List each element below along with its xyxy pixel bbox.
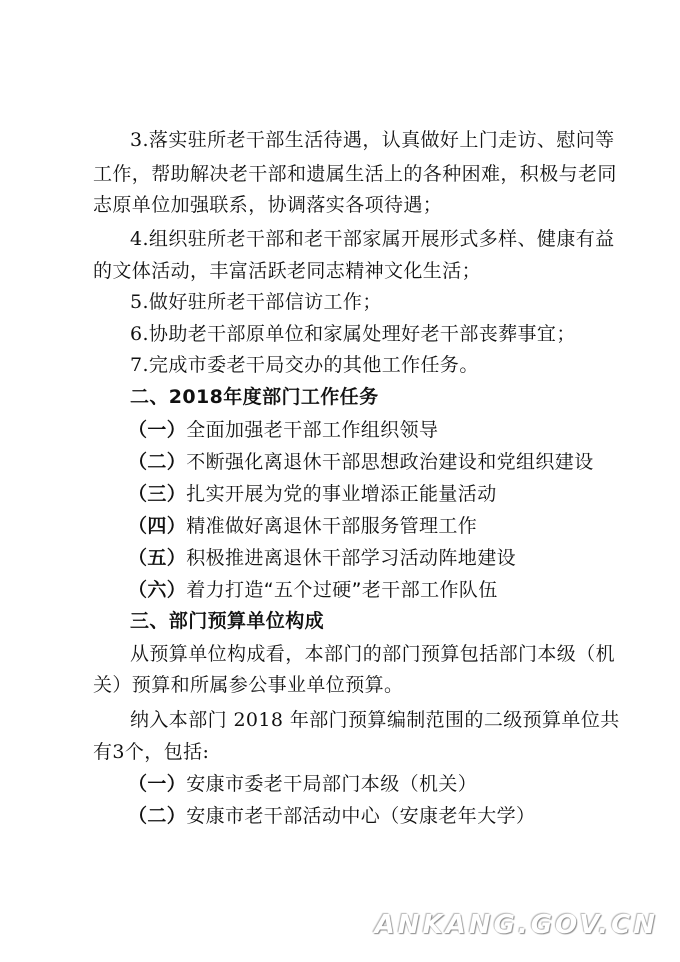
section-heading: 二、2018年度部门工作任务 [130,386,379,408]
paragraph-line: 有3个，包括: [93,741,210,763]
unit-item: （二）安康市老干部活动中心（安康老年大学） [128,805,536,827]
task-item: （五）积极推进离退休干部学习活动阵地建设 [128,547,517,569]
paragraph-line: 7.完成市委老干局交办的其他工作任务。 [130,354,479,376]
paragraph-line: 4.组织驻所老干部和老干部家属开展形式多样、健康有益 [130,228,615,250]
task-item: （三）扎实开展为党的事业增添正能量活动 [128,483,497,505]
site-watermark: ANKANG.GOV.CN [374,910,658,940]
paragraph-line: 从预算单位构成看，本部门的部门预算包括部门本级（机 [130,643,616,665]
paragraph-line: 工作，帮助解决老干部和遗属生活上的各种困难，积极与老同 [93,163,617,185]
task-item: （六）着力打造“五个过硬”老干部工作队伍 [128,579,498,601]
paragraph-line: 志原单位加强联系，协调落实各项待遇； [93,194,443,216]
paragraph-line: 5.做好驻所老干部信访工作； [130,291,382,313]
unit-item: （一）安康市委老干局部门本级（机关） [128,773,478,795]
paragraph-line: 的文体活动，丰富活跃老同志精神文化生活； [93,260,482,282]
paragraph-line: 关）预算和所属参公事业单位预算。 [93,674,404,696]
section-heading: 三、部门预算单位构成 [130,610,325,632]
task-item: （二）不断强化离退休干部思想政治建设和党组织建设 [128,451,594,473]
paragraph-line: 6.协助老干部原单位和家属处理好老干部丧葬事宜； [130,323,576,345]
paragraph-line: 纳入本部门 2018 年部门预算编制范围的二级预算单位共 [130,709,620,731]
paragraph-line: 3.落实驻所老干部生活待遇，认真做好上门走访、慰问等 [130,129,615,151]
task-item: （四）精准做好离退休干部服务管理工作 [128,515,478,537]
task-item: （一）全面加强老干部工作组织领导 [128,419,439,441]
